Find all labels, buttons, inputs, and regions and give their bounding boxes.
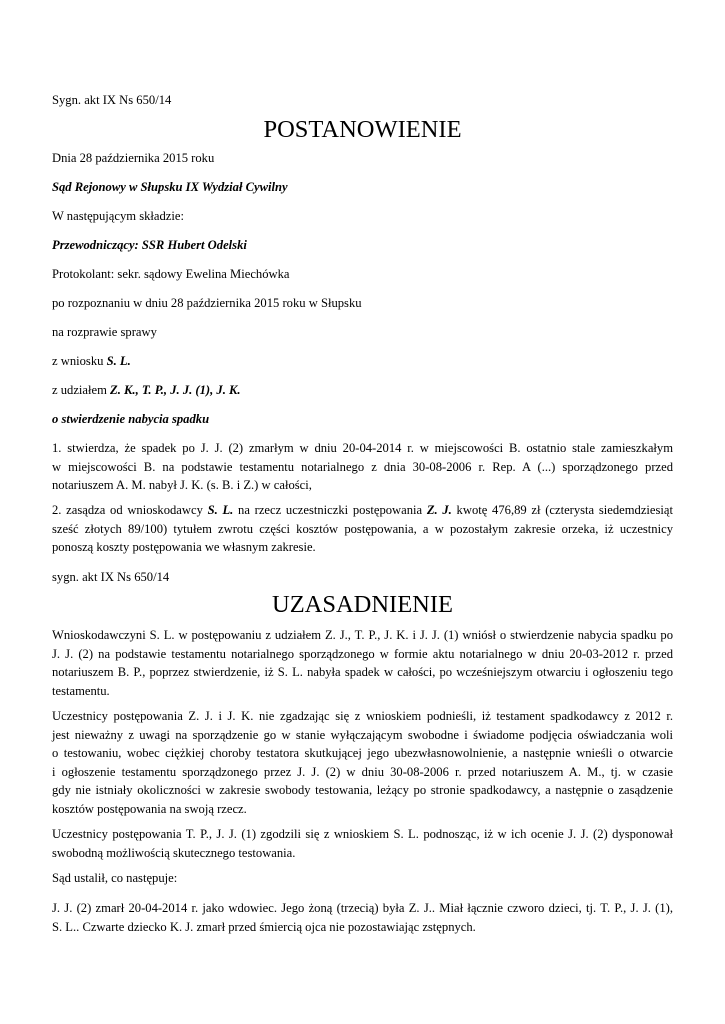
paragraph-line: notariuszem B. P., poprzez stwierdzenie, iż S. L. nabyła spadek w całości, po wcześniejszym otwarciu i ogłoszeniu tego	[52, 665, 673, 680]
text-run-bold: Z. J.	[426, 503, 452, 517]
applicant-prefix: z wniosku	[52, 354, 107, 368]
ruling-point-2	[52, 501, 673, 557]
ruling-point-1	[52, 439, 673, 495]
text-run: 2. zasądza od wnioskodawcy	[52, 503, 208, 517]
participants-names: Z. K., T. P., J. J. (1), J. K.	[110, 383, 241, 397]
justification-title: UZASADNIENIE	[272, 591, 453, 618]
justification-paragraph-3	[52, 825, 673, 862]
presiding-judge: Przewodniczący: SSR Hubert Odelski	[52, 238, 247, 252]
paragraph-line: Wnioskodawczyni S. L. w postępowaniu z udziałem Z. J., T. P., J. K. i J. J. (1) wniósł o stwierdzenie nabycia spadku po	[52, 628, 673, 642]
court-clerk: Protokolant: sekr. sądowy Ewelina Miechówka	[52, 267, 290, 281]
paragraph-line: jest nieważny z uwagi na sporządzenie go w stanie wyłączającym swobodne i świadome podjęcia oświadczania woli	[52, 727, 673, 742]
justification-paragraph-5	[52, 899, 673, 936]
paragraph-line: gdy nie istniały okoliczności w zakresie swobody testowania, leżący po stronie spadkodawcy, a następnie o zasądzenie	[52, 783, 673, 798]
case-number: Sygn. akt IX Ns 650/14	[52, 93, 172, 107]
justification-paragraph-2	[52, 707, 673, 819]
applicant-name: S. L.	[106, 354, 131, 368]
paragraph-line: ponoszą koszty postępowania we własnym zakresie.	[52, 540, 316, 555]
paragraph-line: swobodną możliwością skutecznego testowania.	[52, 845, 296, 860]
document-title: POSTANOWIENIE	[263, 116, 462, 143]
paragraph-line: o testowaniu, wobec ciężkiej choroby testatora skutkującej jego ubezwłasnowolnienie, a następnie wnieśli o otwarcie	[52, 746, 673, 761]
ruling-date: Dnia 28 października 2015 roku	[52, 151, 215, 165]
text-run-bold: S. L.	[207, 503, 234, 517]
paragraph-line: notariuszem A. M. nabył J. K. (s. B. i Z.) w całości,	[52, 478, 312, 493]
case-number-justification: sygn. akt IX Ns 650/14	[52, 570, 170, 584]
paragraph-line: J. J. (2) na podstawie testamentu notarialnego sporządzonego w formie aktu notarialnego w dniu 20-03-2012 r. przed	[52, 646, 673, 661]
trial-label: na rozprawie sprawy	[52, 325, 157, 339]
paragraph-line: testamentu.	[52, 683, 110, 698]
applicant-line	[52, 352, 131, 371]
paragraph-line: Uczestnicy postępowania T. P., J. J. (1) zgodzili się z wnioskiem S. L. podnosząc, iż w ich ocenie J. J. (2) dysponował	[52, 827, 673, 841]
hearing-info: po rozpoznaniu w dniu 28 października 2015 roku w Słupsku	[52, 296, 362, 310]
text-run: kwotę 476,89 zł (czterysta siedemdziesiąt	[451, 503, 673, 517]
paragraph-line: kosztów postępowania na swoją rzecz.	[52, 801, 247, 816]
paragraph-line: J. J. (2) zmarł 20-04-2014 r. jako wdowiec. Jego żoną (trzecią) była Z. J.. Miał łącznie czworo dzieci, tj. T. P., J. J. (1),	[52, 901, 673, 915]
paragraph-line: sześć złotych 89/100) tytułem zwrotu części kosztów postępowania, a w pozostałym zakresie orzeka, iż uczestnicy	[52, 521, 673, 536]
paragraph-line	[52, 501, 673, 520]
composition-label: W następującym składzie:	[52, 209, 184, 223]
paragraph-line: w miejscowości B. na podstawie testamentu notarialnego z dnia 30-08-2006 r. Rep. A (...) sporządzonego przed	[52, 459, 673, 474]
paragraph-line: i ogłoszenie testamentu sporządzonego przez J. J. (2) w dniu 30-08-2006 r. przed notariuszem A. M., tj. w czasie	[52, 764, 673, 779]
paragraph-line: S. L.. Czwarte dziecko K. J. zmarł przed śmiercią ojca nie pozostawiając zstępnych.	[52, 919, 476, 934]
paragraph-line: Uczestnicy postępowania Z. J. i J. K. nie zgadzając się z wnioskiem podnieśli, iż testament spadkodawcy z 2012 r.	[52, 709, 673, 723]
paragraph-line: 1. stwierdza, że spadek po J. J. (2) zmarłym w dniu 20-04-2014 r. w miejscowości B. ostatnio stale zamieszkałym	[52, 441, 673, 455]
court-name: Sąd Rejonowy w Słupsku IX Wydział Cywilny	[52, 180, 288, 194]
participants-prefix: z udziałem	[52, 383, 111, 397]
case-subject: o stwierdzenie nabycia spadku	[52, 412, 210, 426]
text-run: na rzecz uczestniczki postępowania	[233, 503, 427, 517]
findings-heading: Sąd ustalił, co następuje:	[52, 871, 178, 885]
justification-paragraph-1	[52, 626, 673, 700]
participants-line	[52, 381, 241, 400]
